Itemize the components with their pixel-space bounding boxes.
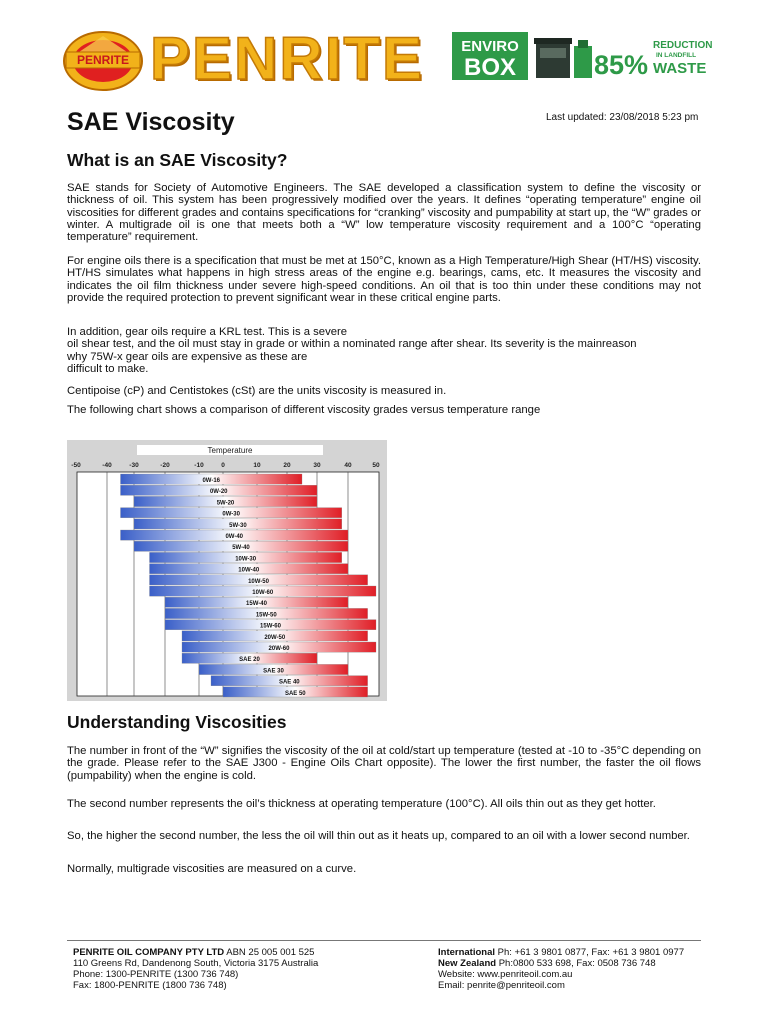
footer-address: 110 Greens Rd, Dandenong South, Victoria 3175 Australia bbox=[73, 958, 319, 969]
paragraph-second-number: The second number represents the oil’s thickness at operating temperature (100°C). All oils thin out as they get hotter. bbox=[67, 798, 656, 810]
reduction-line2: IN LANDFILL bbox=[656, 52, 697, 59]
footer-abn: ABN 25 005 001 525 bbox=[224, 947, 315, 958]
viscosity-bar-label: 15W-60 bbox=[260, 623, 281, 630]
x-tick-label: -40 bbox=[102, 462, 112, 469]
paragraph-sae-definition: SAE stands for Society of Automotive Engineers. The SAE developed a classification system to define the viscosity or thickness of oil. This system has been progressively modified over the years. It defines “operating temperature” engine oil viscosities for different grades and contains specifications for “cranking” viscosity and pumpability at start up, the “W” grades or winter. A multigrade oil is one that meets both a “W” low temperature viscosity requirement and a 100°C “operating temperature” requirement. bbox=[67, 182, 701, 244]
x-tick-label: 50 bbox=[372, 462, 380, 469]
viscosity-bar-label: SAE 30 bbox=[263, 668, 284, 675]
viscosity-bar-label: 0W-16 bbox=[202, 478, 221, 484]
footer-email[interactable]: Email: penrite@penriteoil.com bbox=[438, 980, 565, 991]
footer-company: PENRITE OIL COMPANY PTY LTD bbox=[73, 947, 225, 958]
x-tick-label: 20 bbox=[283, 462, 291, 469]
enviro-line2: BOX bbox=[463, 54, 517, 81]
footer-right bbox=[438, 947, 684, 991]
oil-bottle-icon bbox=[574, 40, 592, 78]
reduction-line3: WASTE bbox=[653, 60, 707, 77]
viscosity-bar-label: 20W-60 bbox=[268, 646, 290, 652]
footer-intl-value: Ph: +61 3 9801 0877, Fax: +61 3 9801 0977 bbox=[495, 947, 685, 958]
penrite-badge-logo bbox=[62, 30, 144, 92]
paragraph-curve: Normally, multigrade viscosities are measured on a curve. bbox=[67, 863, 357, 875]
viscosity-bar-label: 15W-50 bbox=[255, 612, 277, 619]
paragraph-higher-second: So, the higher the second number, the less the oil will thin out as it heats up, compared to an oil with a lower second number. bbox=[67, 830, 690, 842]
footer-nz-label: New Zealand bbox=[438, 958, 497, 969]
footer-fax: Fax: 1800-PENRITE (1800 736 748) bbox=[73, 980, 227, 991]
viscosity-bar-label: 10W-60 bbox=[252, 590, 274, 596]
viscosity-bar-label: 5W-40 bbox=[232, 545, 250, 552]
x-tick-label: -50 bbox=[71, 462, 81, 469]
viscosity-bar-label: SAE 20 bbox=[239, 657, 260, 664]
badge-text: PENRITE bbox=[76, 53, 130, 67]
viscosity-bar-label: 15W-40 bbox=[246, 601, 267, 608]
paragraph-krl-test bbox=[67, 326, 701, 375]
paragraph-w-number: The number in front of the “W” signifies the viscosity of the oil at cold/start up temperature (tested at -10 to -35°C depending on the grade. Please refer to the SAE J300 - Engine Oils Chart opposite). The lower the first number, the faster the oil flows (pumpability) when the engine is cold. bbox=[67, 745, 701, 782]
x-tick-label: 10 bbox=[253, 462, 261, 469]
viscosity-bar-label: 0W-30 bbox=[222, 511, 240, 518]
viscosity-chart bbox=[67, 440, 387, 701]
x-tick-label: 0 bbox=[221, 462, 225, 469]
krl-line-1: In addition, gear oils require a KRL test. This is a severe bbox=[67, 326, 348, 338]
footer-intl-label: International bbox=[438, 947, 496, 958]
x-tick-label: -10 bbox=[194, 462, 204, 469]
page-title: SAE Viscosity bbox=[67, 108, 235, 136]
x-tick-label: 30 bbox=[313, 462, 321, 469]
viscosity-chart-svg bbox=[67, 440, 387, 701]
footer-nz-value: Ph:0800 533 698, Fax: 0508 736 748 bbox=[496, 958, 656, 969]
viscosity-bar-label: 10W-30 bbox=[235, 556, 257, 563]
x-tick-label: 40 bbox=[344, 462, 352, 469]
viscosity-bar-label: 5W-30 bbox=[229, 522, 247, 529]
viscosity-bar-label: SAE 40 bbox=[278, 679, 300, 686]
footer-phone: Phone: 1300-PENRITE (1300 736 748) bbox=[73, 969, 239, 980]
viscosity-bar-label: 5W-20 bbox=[216, 500, 235, 507]
viscosity-bar-label: 0W-40 bbox=[225, 534, 244, 540]
x-tick-label: -30 bbox=[129, 462, 139, 469]
footer-website[interactable]: Website: www.penriteoil.com.au bbox=[438, 969, 573, 980]
paragraph-chart-intro: The following chart shows a comparison of different viscosity grades versus temperature range bbox=[67, 404, 541, 416]
section-heading-understanding: Understanding Viscosities bbox=[67, 712, 287, 732]
viscosity-bar-label: 10W-40 bbox=[238, 567, 260, 574]
footer-divider bbox=[67, 940, 701, 941]
page-header bbox=[0, 0, 768, 100]
krl-line-4: difficult to make. bbox=[67, 362, 149, 375]
paragraph-hths: For engine oils there is a specification that must be met at 150°C, known as a High Temperature/High Shear (HT/HS) viscosity. HT/HS simulates what happens in high stress areas of the engine e.g. bearings, cams, etc. It measures the viscosity and indicates the oil film thickness under severe high-speed conditions. An oil that is too thin under these conditions may not provide the required protection to prevent significant wear in these critical engine parts. bbox=[67, 255, 701, 304]
viscosity-bar-label: 10W-50 bbox=[248, 578, 269, 585]
paragraph-units: Centipoise (cP) and Centistokes (cSt) are the units viscosity is measured in. bbox=[67, 385, 447, 397]
bin-icon bbox=[534, 38, 572, 78]
percent-text: 85% bbox=[594, 50, 649, 80]
x-tick-label: -20 bbox=[160, 462, 170, 469]
brand-wordmark: PENRITE bbox=[150, 25, 425, 92]
section-heading-what-is: What is an SAE Viscosity? bbox=[67, 150, 288, 170]
krl-line-2: oil shear test, and the oil must stay in grade or within a nominated range after shear. Its severity is the mainreason bbox=[67, 338, 637, 351]
chart-title: Temperature bbox=[207, 446, 253, 455]
envirobox-banner bbox=[452, 32, 713, 82]
footer-left bbox=[73, 947, 318, 991]
krl-line-3: why 75W-x gear oils are expensive as these are bbox=[67, 350, 308, 363]
viscosity-bar-label: SAE 50 bbox=[284, 690, 306, 697]
last-updated: Last updated: 23/08/2018 5:23 pm bbox=[546, 112, 699, 123]
reduction-line1: REDUCTION bbox=[653, 40, 713, 51]
viscosity-bar-label: 20W-50 bbox=[264, 634, 286, 641]
enviro-line1: ENVIRO bbox=[461, 38, 519, 55]
viscosity-bar-label: 0W-20 bbox=[209, 489, 228, 496]
